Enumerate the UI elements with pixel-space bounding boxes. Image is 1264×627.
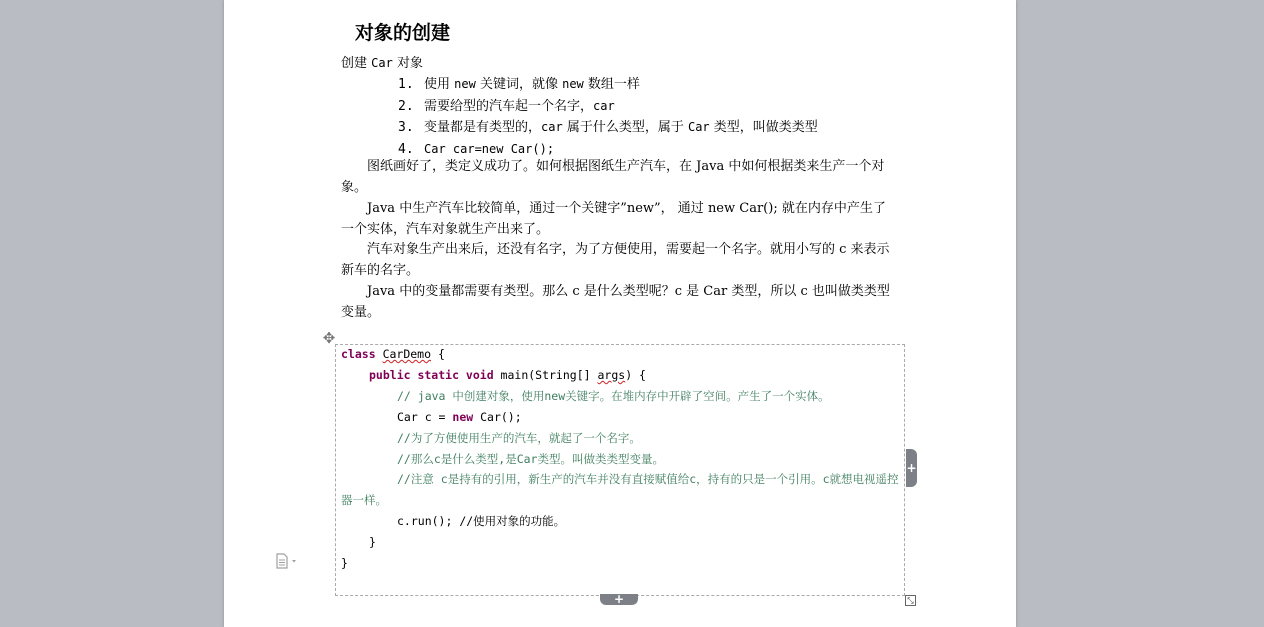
code-line: c.run(); //使用对象的功能。 [397,514,566,529]
intro-suffix: 对象 [392,56,423,71]
table-move-icon[interactable]: ✥ [322,329,336,347]
paragraph: Java 中的变量都需要有类型。那么 c 是什么类型呢？c 是 Car 类型，所以 c 也叫做类类型变量。 [341,284,890,320]
resize-handle-icon[interactable]: ⤡ [905,595,916,606]
code-comment: // java 中创建对象，使用new关键字。在堆内存中开辟了空间。产生了一个实体。 [397,388,830,403]
intro-code: Car [371,56,393,70]
code-comment: //注意 c是持有的引用，新生产的汽车并没有直接赋值给c，持有的只是一个引用。c就想电视遥控器一样。 [341,472,899,508]
list-item: 3. 变量都是有类型的，car 属于什么类型，属于 Car 类型，叫做类类型 [398,120,818,136]
code-line: class CarDemo { [341,347,445,361]
code-comment: //那么c是什么类型,是Car类型。叫做类类型变量。 [397,451,664,466]
code-line: } [369,535,376,550]
intro-paragraph [341,53,897,75]
add-column-button[interactable]: + [906,449,917,487]
code-block[interactable] [341,344,903,574]
list-item: 2. 需要给型的汽车起一个名字，car [398,98,615,114]
code-line: public static void main(String[] args) { [369,367,646,382]
document-page [224,0,1016,627]
code-line: Car c = new Car(); [397,409,522,424]
section-heading: 对象的创建 [355,22,451,44]
paragraph-options-icon[interactable] [275,553,299,569]
paragraph: 图纸画好了，类定义成功了。如何根据图纸生产汽车，在 Java 中如何根据类来生产一个对象。 [341,159,885,195]
numbered-list [398,74,818,161]
intro-prefix: 创建 [341,56,372,71]
add-row-button[interactable]: + [600,594,638,605]
list-item: 1. 使用 new 关键词，就像 new 数组一样 [398,77,640,92]
code-line: } [341,556,348,571]
document-icon [275,553,299,569]
list-item: 4. Car car=new Car(); [398,142,555,158]
code-comment: //为了方便使用生产的汽车，就起了一个名字。 [397,430,641,445]
paragraph: Java 中生产汽车比较简单，通过一个关键字”new”， 通过 new Car(); 就在内存中产生了一个实体，汽车对象就生产出来了。 [341,201,886,237]
paragraph: 汽车对象生产出来后，还没有名字，为了方便使用，需要起一个名字。就用小写的 c 来表示新车的名字。 [341,242,890,278]
